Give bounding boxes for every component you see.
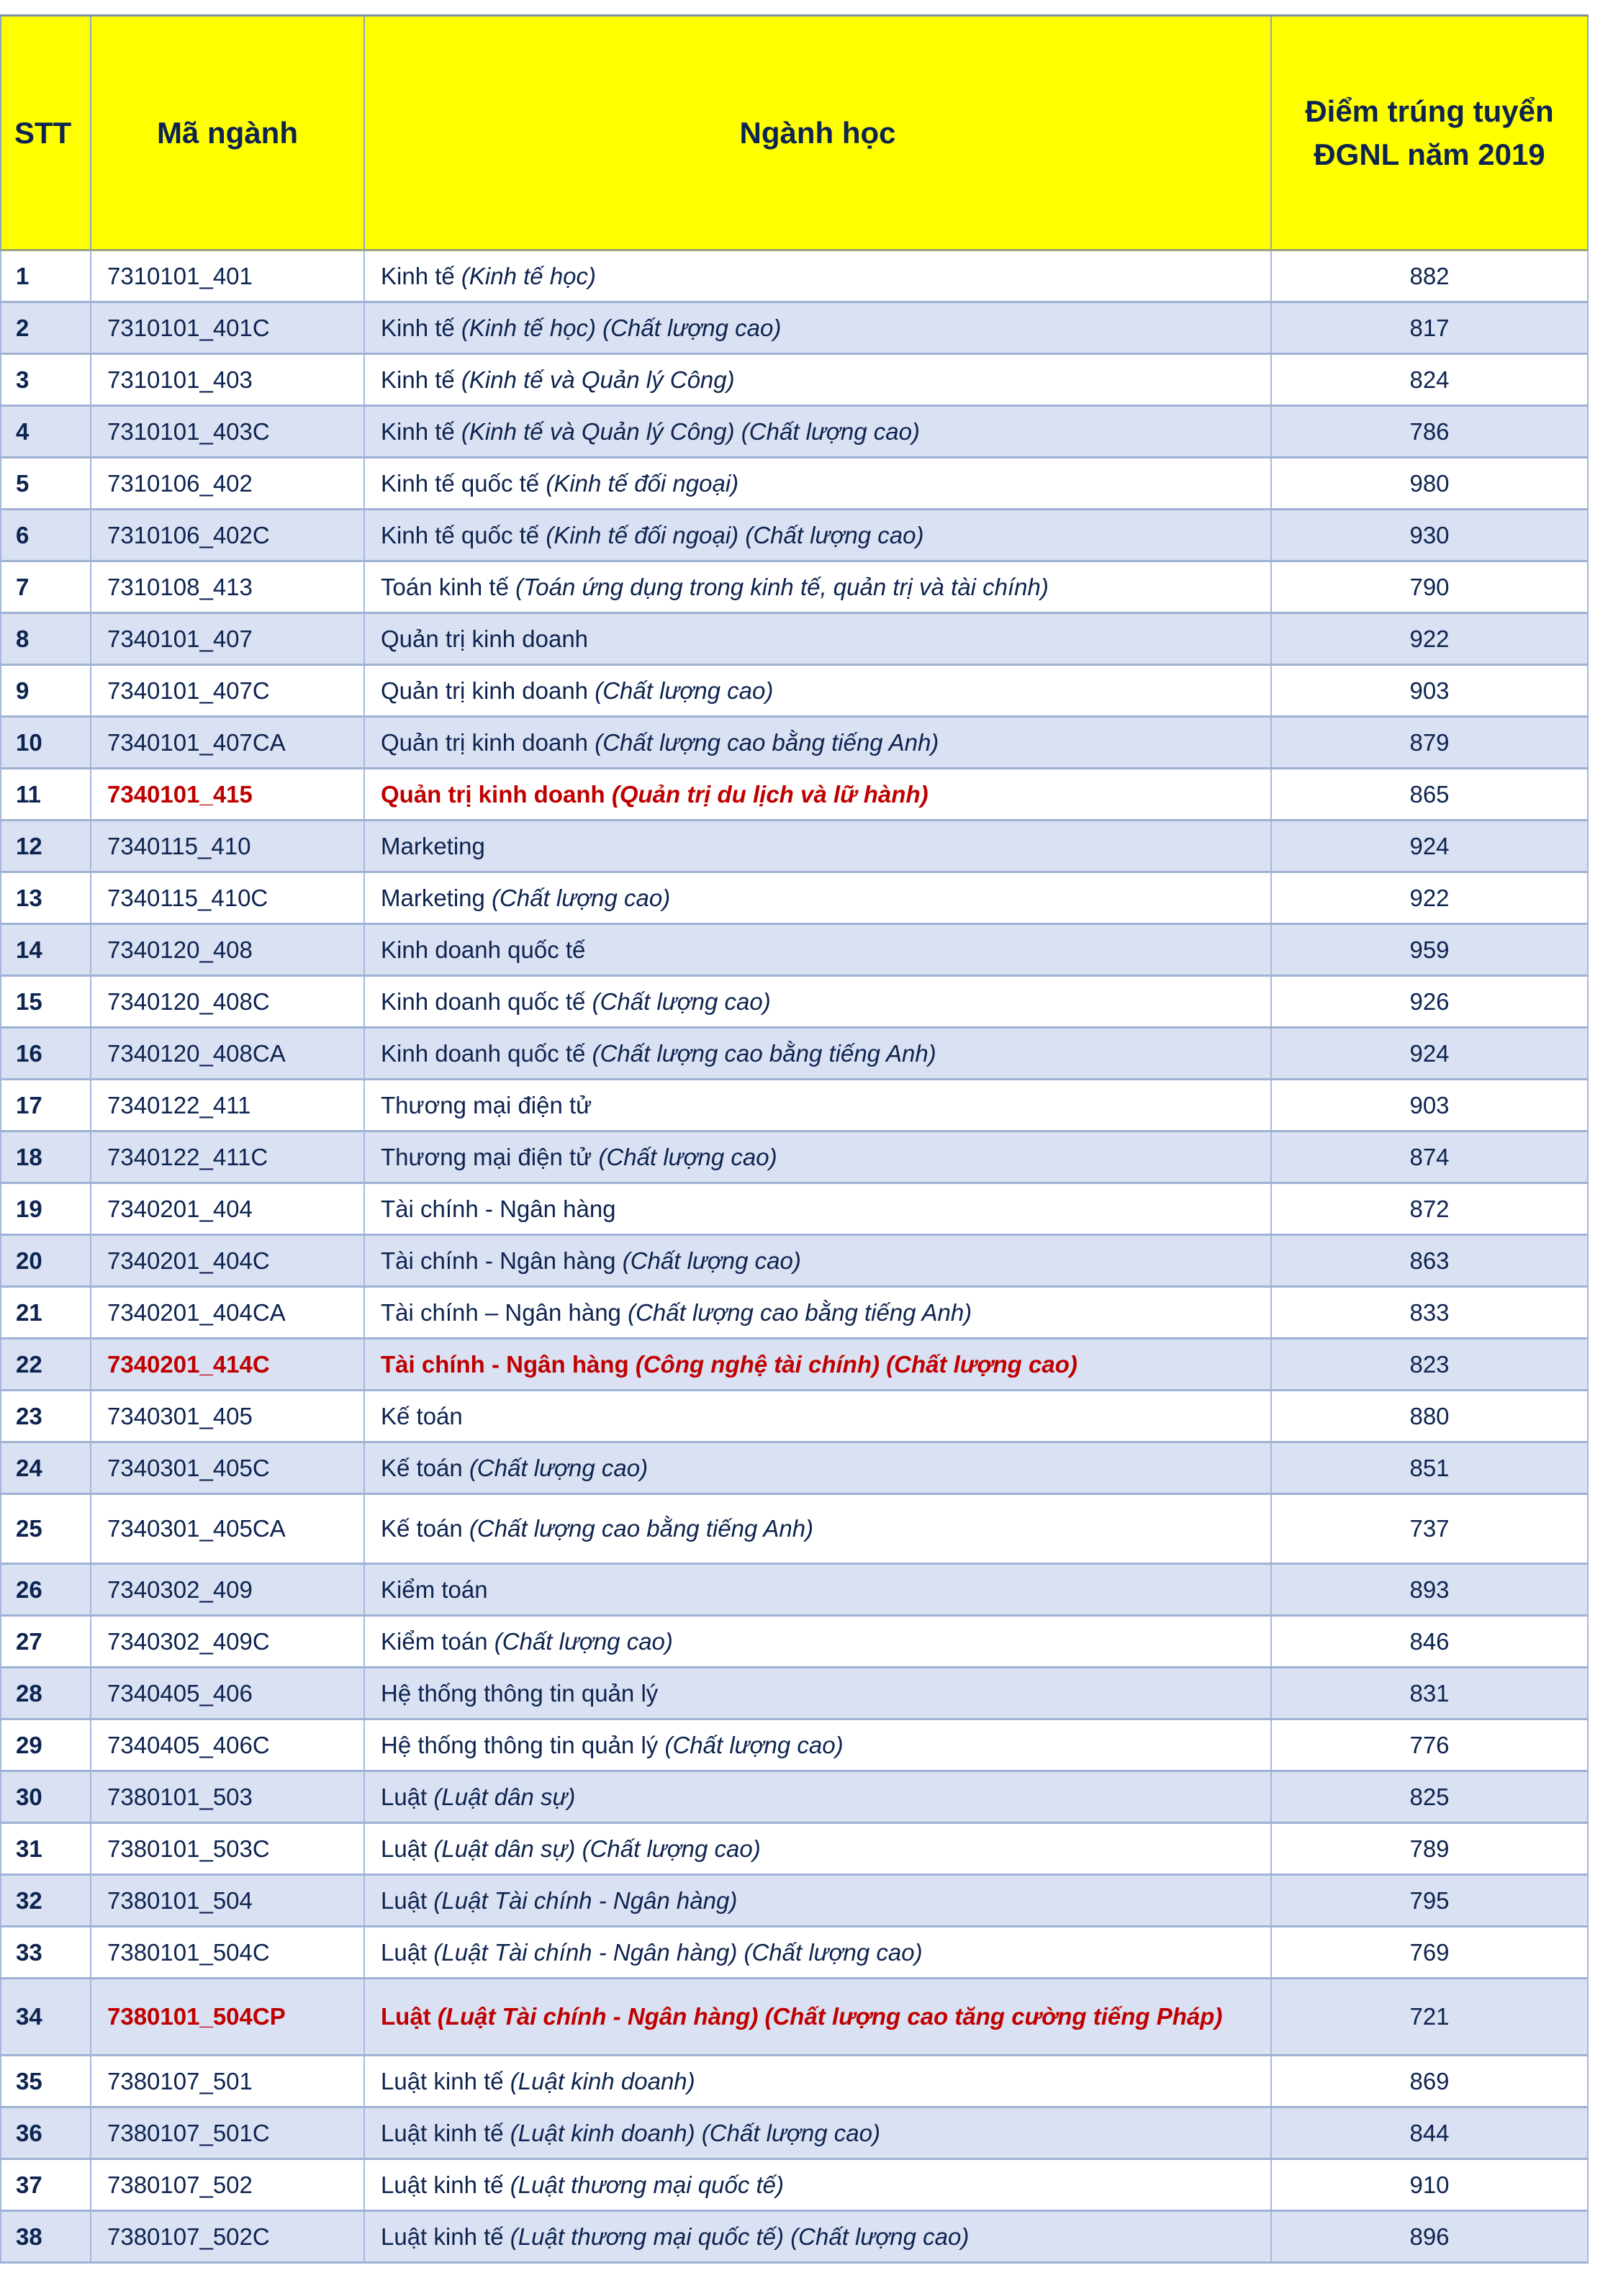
major-name: Quản trị kinh doanh [381,780,605,808]
cell-stt: 33 [1,1927,91,1979]
cell-code: 7340302_409 [91,1564,364,1616]
major-name: Luật [381,2003,431,2030]
cell-score: 823 [1271,1339,1588,1391]
cell-stt: 19 [1,1183,91,1235]
cell-name [364,1771,1271,1823]
cell-stt: 3 [1,354,91,406]
table-row [1,769,1588,821]
cell-code: 7380107_502 [91,2159,364,2211]
table-body [1,250,1588,2263]
cell-stt: 16 [1,1028,91,1080]
cell-score: 896 [1271,2211,1588,2263]
major-name: Tài chính – Ngân hàng [381,1298,621,1326]
cell-score: 825 [1271,1771,1588,1823]
cell-code: 7340405_406C [91,1719,364,1771]
cell-code: 7340201_404C [91,1235,364,1287]
cell-name [364,613,1271,665]
cell-score: 817 [1271,302,1588,354]
cell-code: 7380101_504 [91,1875,364,1927]
major-name: Kinh tế [381,417,455,445]
major-detail: (Luật kinh doanh) [510,2067,695,2094]
table-row [1,1183,1588,1235]
cell-code: 7340115_410 [91,821,364,872]
cell-code: 7340301_405CA [91,1494,364,1564]
major-detail: (Luật kinh doanh) (Chất lượng cao) [510,2119,880,2146]
cell-name [364,872,1271,924]
cell-code: 7380101_503 [91,1771,364,1823]
major-name: Quản trị kinh doanh [381,677,589,704]
major-name: Luật [381,1835,428,1862]
table-row [1,1616,1588,1668]
cell-code: 7340120_408 [91,924,364,976]
cell-stt: 5 [1,458,91,510]
cell-score: 872 [1271,1183,1588,1235]
cell-code: 7340201_404CA [91,1287,364,1339]
major-detail: (Chất lượng cao bằng tiếng Anh) [595,728,939,756]
cell-score: 910 [1271,2159,1588,2211]
cell-name [364,1287,1271,1339]
cell-code: 7340122_411 [91,1080,364,1131]
major-name: Luật kinh tế [381,2171,504,2198]
cell-code: 7380101_504CP [91,1979,364,2056]
major-name: Thương mại điện tử [381,1091,592,1118]
cell-stt: 27 [1,1616,91,1668]
major-name: Marketing [381,832,485,859]
cell-score: 795 [1271,1875,1588,1927]
cell-stt: 30 [1,1771,91,1823]
table-row [1,665,1588,717]
cell-score: 959 [1271,924,1588,976]
major-detail: (Chất lượng cao) [595,677,774,704]
cell-code: 7340115_410C [91,872,364,924]
cell-stt: 26 [1,1564,91,1616]
cell-code: 7310108_413 [91,561,364,613]
cell-stt: 37 [1,2159,91,2211]
major-name: Hệ thống thông tin quản lý [381,1731,659,1758]
table-row [1,1719,1588,1771]
major-name: Quản trị kinh doanh [381,625,589,652]
cell-score: 824 [1271,354,1588,406]
cell-score: 844 [1271,2107,1588,2159]
cell-stt: 13 [1,872,91,924]
cell-code: 7380107_501C [91,2107,364,2159]
major-name: Kinh tế quốc tế [381,469,540,497]
cell-stt: 15 [1,976,91,1028]
cell-score: 924 [1271,821,1588,872]
major-detail: (Luật Tài chính - Ngân hàng) [433,1886,738,1914]
cell-name [364,354,1271,406]
major-name: Kinh doanh quốc tế [381,1039,586,1067]
cell-name [364,1494,1271,1564]
admission-score-table [0,14,1589,2264]
cell-code: 7310101_401C [91,302,364,354]
cell-name [364,769,1271,821]
major-detail: (Luật dân sự) (Chất lượng cao) [433,1835,761,1862]
cell-name [364,510,1271,561]
table-row [1,1771,1588,1823]
major-detail: (Luật dân sự) [433,1783,576,1810]
cell-score: 769 [1271,1927,1588,1979]
cell-stt: 1 [1,250,91,302]
cell-stt: 18 [1,1131,91,1183]
cell-code: 7310101_403C [91,406,364,458]
cell-name [364,1235,1271,1287]
cell-code: 7340201_414C [91,1339,364,1391]
cell-score: 863 [1271,1235,1588,1287]
cell-stt: 24 [1,1442,91,1494]
major-detail: (Toán ứng dụng trong kinh tế, quản trị và tài chính) [515,573,1049,600]
cell-score: 869 [1271,2056,1588,2107]
table-row [1,717,1588,769]
major-detail: (Chất lượng cao) [622,1247,801,1274]
table-header-row [1,16,1588,250]
major-name: Luật kinh tế [381,2223,504,2250]
major-name: Luật [381,1938,428,1966]
major-name: Kế toán [381,1515,463,1542]
cell-score: 922 [1271,613,1588,665]
cell-stt: 6 [1,510,91,561]
cell-score: 846 [1271,1616,1588,1668]
major-detail: (Chất lượng cao) [664,1731,844,1758]
table-row [1,458,1588,510]
major-detail: (Kinh tế học) (Chất lượng cao) [461,314,782,341]
table-row [1,1823,1588,1875]
major-name: Luật [381,1886,428,1914]
major-name: Kinh tế quốc tế [381,521,540,548]
major-detail: (Luật Tài chính - Ngân hàng) (Chất lượng cao tăng cường tiếng Pháp) [437,2003,1223,2030]
cell-code: 7310101_403 [91,354,364,406]
cell-code: 7340120_408CA [91,1028,364,1080]
major-name: Luật kinh tế [381,2067,504,2094]
cell-score: 786 [1271,406,1588,458]
cell-stt: 2 [1,302,91,354]
cell-stt: 17 [1,1080,91,1131]
cell-code: 7380107_501 [91,2056,364,2107]
header-score [1271,16,1588,250]
major-name: Quản trị kinh doanh [381,728,589,756]
cell-stt: 21 [1,1287,91,1339]
table-row [1,510,1588,561]
cell-code: 7340122_411C [91,1131,364,1183]
table-row [1,1927,1588,1979]
table-row [1,1442,1588,1494]
cell-code: 7380101_503C [91,1823,364,1875]
table-row [1,1235,1588,1287]
major-detail: (Kinh tế học) [461,262,597,289]
major-detail: (Kinh tế đối ngoại) [546,469,739,497]
cell-name [364,821,1271,872]
cell-name [364,717,1271,769]
table-row [1,1494,1588,1564]
cell-name [364,1616,1271,1668]
cell-code: 7340101_407 [91,613,364,665]
cell-score: 980 [1271,458,1588,510]
cell-score: 880 [1271,1391,1588,1442]
major-detail: (Luật thương mại quốc tế) [510,2171,785,2198]
cell-name [364,1875,1271,1927]
major-detail: (Chất lượng cao bằng tiếng Anh) [469,1515,814,1542]
cell-code: 7310101_401 [91,250,364,302]
cell-stt: 23 [1,1391,91,1442]
table-row [1,1668,1588,1719]
major-name: Kế toán [381,1454,463,1481]
cell-stt: 10 [1,717,91,769]
cell-score: 903 [1271,665,1588,717]
major-name: Kế toán [381,1402,463,1429]
major-name: Kinh tế [381,262,455,289]
cell-name [364,1131,1271,1183]
table-row [1,406,1588,458]
cell-stt: 31 [1,1823,91,1875]
major-detail: (Chất lượng cao) [592,987,771,1015]
major-name: Kinh tế [381,314,455,341]
major-name: Marketing [381,884,485,911]
cell-name [364,1979,1271,2056]
table-row [1,976,1588,1028]
cell-stt: 28 [1,1668,91,1719]
table-row [1,1564,1588,1616]
cell-stt: 20 [1,1235,91,1287]
major-detail: (Chất lượng cao bằng tiếng Anh) [628,1298,972,1326]
major-name: Tài chính - Ngân hàng [381,1350,629,1378]
cell-stt: 32 [1,1875,91,1927]
table-row [1,2159,1588,2211]
cell-score: 721 [1271,1979,1588,2056]
header-name: Ngành học [364,16,1271,250]
cell-score: 789 [1271,1823,1588,1875]
cell-stt: 35 [1,2056,91,2107]
table-row [1,872,1588,924]
cell-name [364,1668,1271,1719]
cell-name [364,1442,1271,1494]
cell-score: 903 [1271,1080,1588,1131]
cell-code: 7340101_415 [91,769,364,821]
cell-name [364,2107,1271,2159]
major-detail: (Chất lượng cao) [494,1627,673,1655]
major-detail: (Kinh tế và Quản lý Công) (Chất lượng cao) [461,417,920,445]
table-row [1,1875,1588,1927]
table-row [1,1391,1588,1442]
cell-name [364,2056,1271,2107]
cell-stt: 29 [1,1719,91,1771]
cell-name [364,924,1271,976]
cell-name [364,1719,1271,1771]
cell-code: 7310106_402C [91,510,364,561]
table-row [1,821,1588,872]
major-name: Toán kinh tế [381,573,509,600]
major-name: Kinh tế [381,366,455,393]
cell-stt: 4 [1,406,91,458]
table-row [1,1287,1588,1339]
major-name: Kinh doanh quốc tế [381,987,586,1015]
cell-score: 776 [1271,1719,1588,1771]
cell-stt: 34 [1,1979,91,2056]
major-name: Tài chính - Ngân hàng [381,1247,616,1274]
cell-name [364,2211,1271,2263]
cell-code: 7340101_407CA [91,717,364,769]
table-row [1,1979,1588,2056]
table-row [1,561,1588,613]
cell-stt: 14 [1,924,91,976]
cell-score: 833 [1271,1287,1588,1339]
cell-score: 790 [1271,561,1588,613]
cell-name [364,1339,1271,1391]
major-name: Hệ thống thông tin quản lý [381,1679,659,1707]
major-name: Kiểm toán [381,1627,488,1655]
cell-stt: 7 [1,561,91,613]
cell-score: 930 [1271,510,1588,561]
cell-score: 831 [1271,1668,1588,1719]
cell-stt: 36 [1,2107,91,2159]
major-name: Tài chính - Ngân hàng [381,1195,616,1222]
cell-code: 7340302_409C [91,1616,364,1668]
cell-score: 924 [1271,1028,1588,1080]
major-detail: (Luật thương mại quốc tế) (Chất lượng cao) [510,2223,970,2250]
cell-score: 874 [1271,1131,1588,1183]
header-score-line1: Điểm trúng tuyển [1305,94,1554,128]
table-row [1,613,1588,665]
major-detail: (Quản trị du lịch và lữ hành) [611,780,929,808]
table-row [1,1028,1588,1080]
major-name: Luật [381,1783,428,1810]
major-detail: (Chất lượng cao) [598,1143,777,1170]
table-row [1,2056,1588,2107]
table-row [1,302,1588,354]
table-row [1,250,1588,302]
cell-score: 865 [1271,769,1588,821]
cell-name [364,250,1271,302]
cell-score: 882 [1271,250,1588,302]
cell-code: 7310106_402 [91,458,364,510]
cell-code: 7340101_407C [91,665,364,717]
table-row [1,2107,1588,2159]
major-name: Kinh doanh quốc tế [381,936,586,963]
cell-name [364,1564,1271,1616]
cell-name [364,1823,1271,1875]
cell-name [364,1927,1271,1979]
cell-name [364,1080,1271,1131]
cell-name [364,302,1271,354]
major-detail: (Kinh tế và Quản lý Công) [461,366,735,393]
table-row [1,2211,1588,2263]
major-detail: (Chất lượng cao) [469,1454,649,1481]
major-detail: (Chất lượng cao) [492,884,671,911]
major-detail: (Chất lượng cao bằng tiếng Anh) [592,1039,936,1067]
cell-score: 926 [1271,976,1588,1028]
cell-code: 7340301_405 [91,1391,364,1442]
cell-stt: 25 [1,1494,91,1564]
cell-score: 737 [1271,1494,1588,1564]
cell-code: 7340201_404 [91,1183,364,1235]
cell-name [364,1028,1271,1080]
cell-stt: 8 [1,613,91,665]
cell-name [364,665,1271,717]
table-row [1,924,1588,976]
major-detail: (Kinh tế đối ngoại) (Chất lượng cao) [546,521,924,548]
cell-code: 7340405_406 [91,1668,364,1719]
cell-code: 7380107_502C [91,2211,364,2263]
cell-name [364,458,1271,510]
cell-name [364,976,1271,1028]
cell-name [364,1183,1271,1235]
cell-stt: 9 [1,665,91,717]
cell-code: 7380101_504C [91,1927,364,1979]
header-code: Mã ngành [91,16,364,250]
cell-score: 922 [1271,872,1588,924]
cell-score: 893 [1271,1564,1588,1616]
major-name: Luật kinh tế [381,2119,504,2146]
header-stt: STT [1,16,91,250]
table-row [1,354,1588,406]
cell-code: 7340301_405C [91,1442,364,1494]
cell-stt: 12 [1,821,91,872]
major-name: Thương mại điện tử [381,1143,592,1170]
cell-name [364,406,1271,458]
cell-name [364,1391,1271,1442]
cell-name [364,561,1271,613]
cell-name [364,2159,1271,2211]
cell-stt: 11 [1,769,91,821]
cell-stt: 38 [1,2211,91,2263]
cell-stt: 22 [1,1339,91,1391]
major-detail: (Luật Tài chính - Ngân hàng) (Chất lượng cao) [433,1938,923,1966]
major-name: Kiểm toán [381,1576,488,1603]
cell-score: 879 [1271,717,1588,769]
header-score-line2: ĐGNL năm 2019 [1314,137,1545,171]
cell-code: 7340120_408C [91,976,364,1028]
table-row [1,1131,1588,1183]
table-row [1,1339,1588,1391]
table-row [1,1080,1588,1131]
major-detail: (Công nghệ tài chính) (Chất lượng cao) [635,1350,1077,1378]
cell-score: 851 [1271,1442,1588,1494]
